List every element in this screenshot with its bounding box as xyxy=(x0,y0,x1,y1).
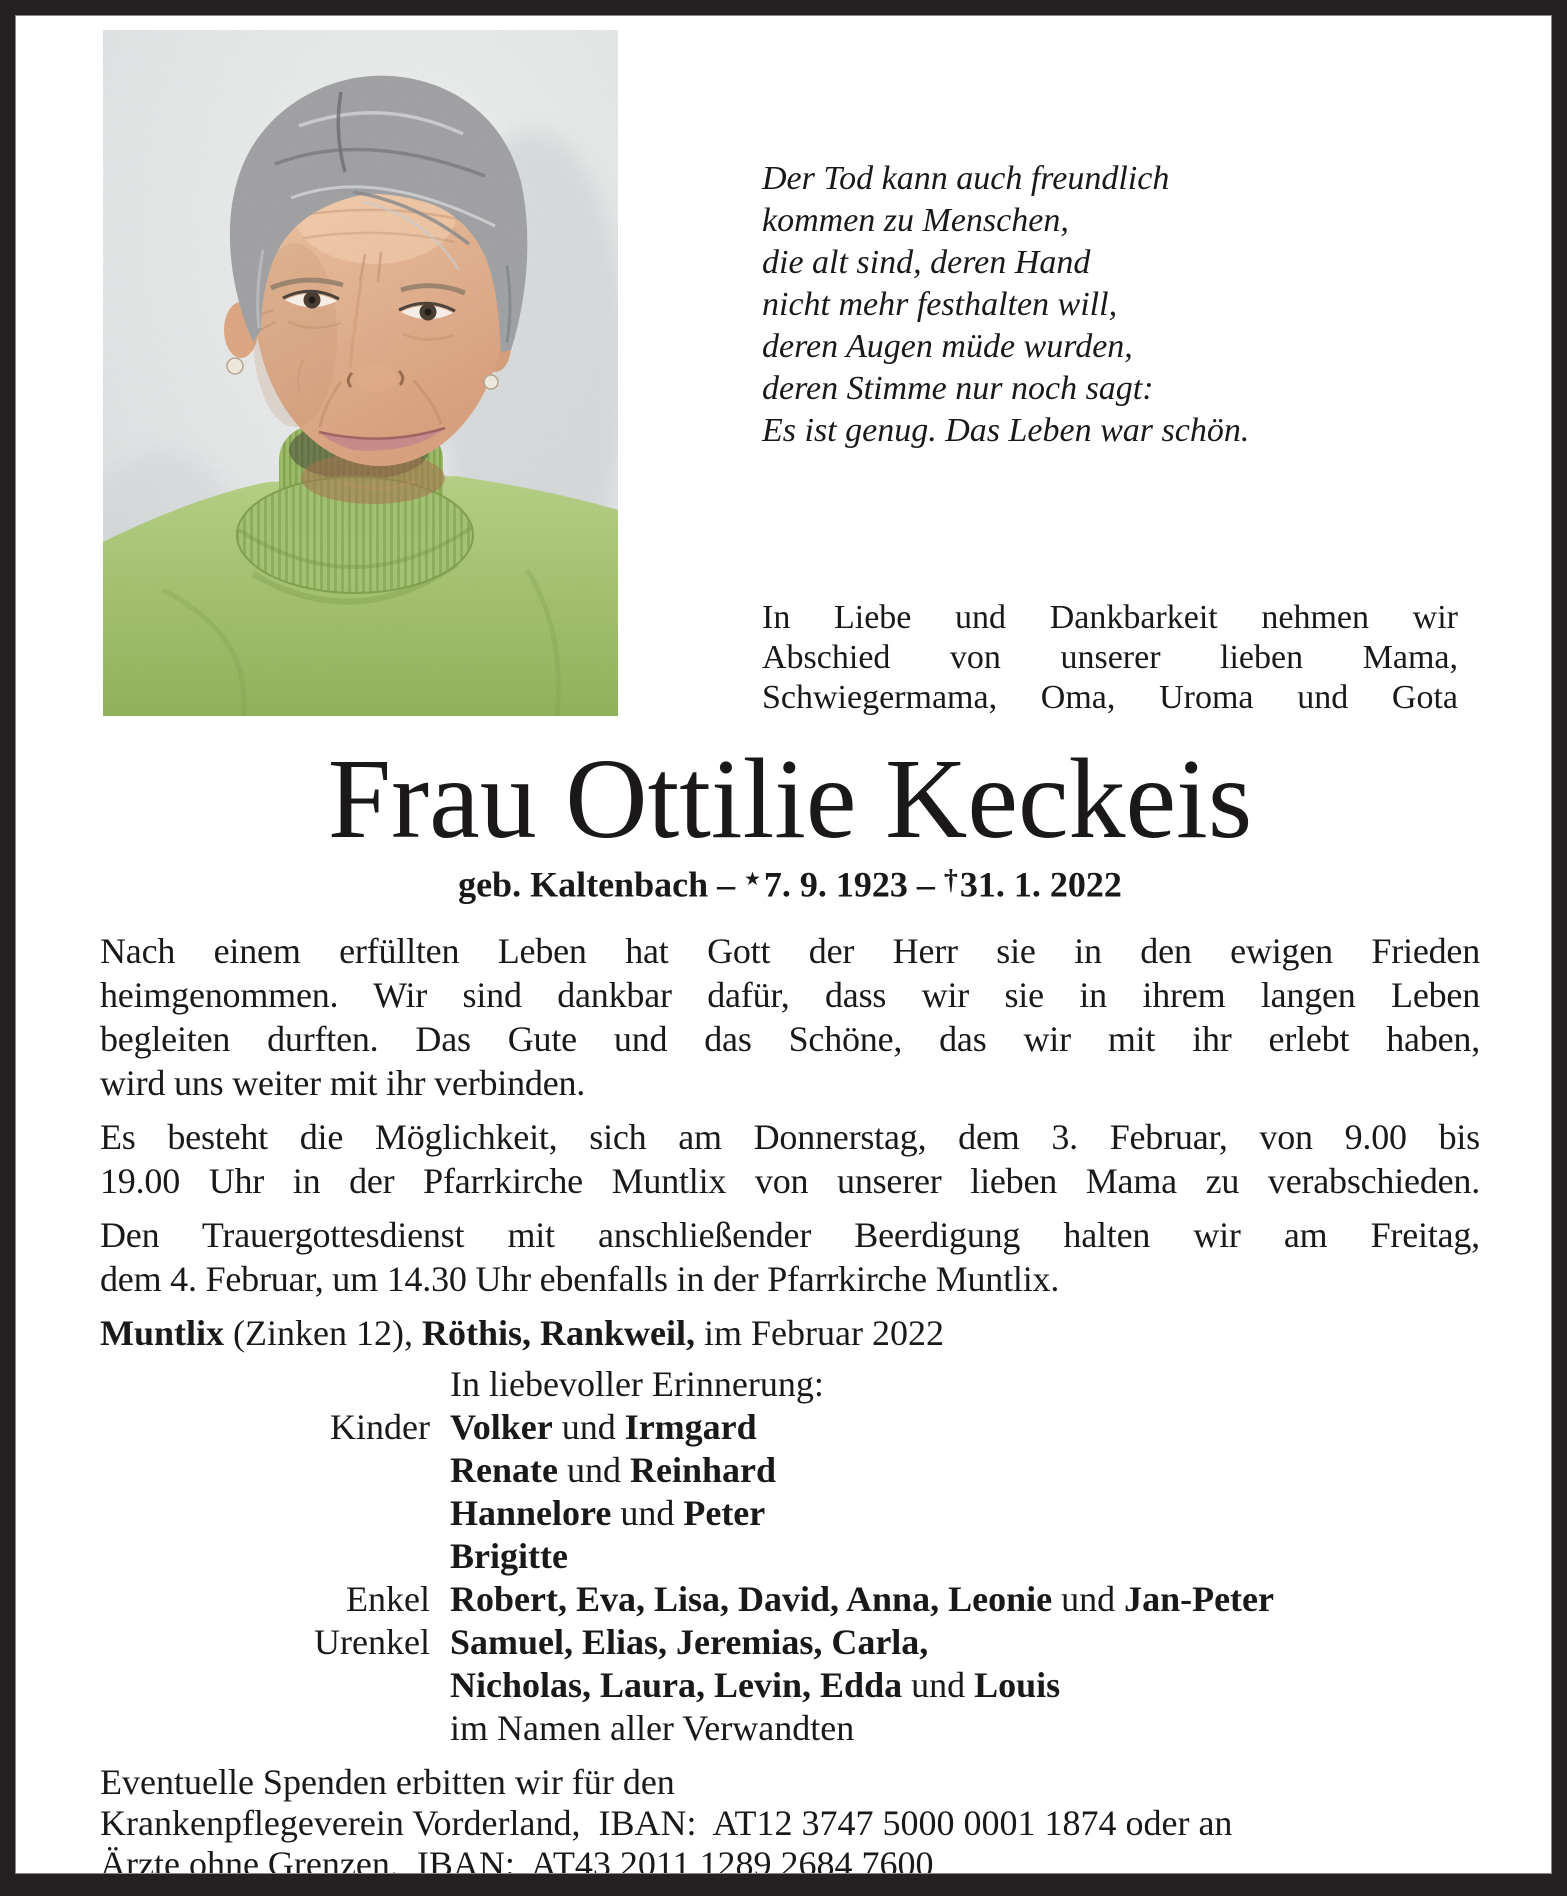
relation-label xyxy=(100,1492,430,1535)
body-line: wird uns weiter mit ihr verbinden. xyxy=(100,1062,586,1103)
family-names xyxy=(450,1363,1480,1406)
memorial-row xyxy=(100,1449,1480,1492)
poem-line: deren Augen müde wurden, xyxy=(762,328,1133,365)
place-date-segment: Muntlix xyxy=(100,1312,225,1353)
memorial-row xyxy=(100,1664,1480,1707)
memorial-row xyxy=(100,1406,1480,1449)
family-remembrance-list xyxy=(100,1363,1480,1750)
family-name-segment: und xyxy=(557,1449,630,1490)
relation-label: Urenkel xyxy=(314,1621,430,1662)
family-name-segment: Samuel, Elias, Jeremias, Carla, xyxy=(450,1621,929,1662)
donation-line: Eventuelle Spenden erbitten wir für den xyxy=(100,1761,675,1802)
place-date-segment: im Februar 2022 xyxy=(695,1312,944,1353)
poem-line: nicht mehr festhalten will, xyxy=(762,286,1118,323)
family-name-segment: und xyxy=(902,1664,975,1705)
family-name-segment: Renate xyxy=(450,1449,558,1490)
relation-label: Kinder xyxy=(330,1406,430,1447)
family-name-segment: Volker xyxy=(450,1406,553,1447)
birth-death-segment: ★ xyxy=(744,869,761,890)
birth-death-segment: 7. 9. 1923 – xyxy=(763,864,944,905)
body-line: 19.00 Uhr in der Pfarrkirche Muntlix von unserer lieben Mama zu verabschieden. xyxy=(100,1160,1480,1201)
family-name-segment: Peter xyxy=(683,1492,766,1533)
birth-death-segment: geb. Kaltenbach – xyxy=(458,864,745,905)
family-name-segment: und xyxy=(611,1492,684,1533)
family-name-segment: Louis xyxy=(974,1664,1061,1705)
family-name-segment: Jan-Peter xyxy=(1124,1578,1275,1619)
body-line: heimgenommen. Wir sind dankbar dafür, dass wir sie in ihrem langen Leben xyxy=(100,974,1480,1015)
portrait-photo xyxy=(103,30,618,716)
relation-label xyxy=(100,1707,430,1750)
poem-line: Der Tod kann auch freundlich xyxy=(762,160,1170,197)
body-line: Nach einem erfüllten Leben hat Gott der Herr sie in den ewigen Frieden xyxy=(100,930,1480,971)
memorial-row xyxy=(100,1707,1480,1750)
memorial-poem xyxy=(762,158,1472,452)
farewell-intro xyxy=(762,598,1458,718)
body-line: Den Trauergottesdienst mit anschließender Beerdigung halten wir am Freitag, xyxy=(100,1214,1480,1255)
body-paragraph xyxy=(100,1115,1480,1203)
family-names xyxy=(450,1535,1480,1578)
family-names xyxy=(450,1664,1480,1707)
birth-death-segment: 31. 1. 2022 xyxy=(959,864,1122,905)
body-paragraph xyxy=(100,1213,1480,1301)
intro-line: Abschied von unserer lieben Mama, xyxy=(762,639,1458,676)
memorial-row xyxy=(100,1578,1480,1621)
birth-death-segment: † xyxy=(943,865,958,897)
announcement-paragraphs xyxy=(100,929,1480,1301)
family-name-segment: im Namen aller Verwandten xyxy=(450,1707,855,1748)
family-name-segment: und xyxy=(1052,1578,1125,1619)
deceased-name: Frau Ottilie Keckeis xyxy=(327,735,1253,862)
relation-label xyxy=(100,1535,430,1578)
body-line: dem 4. Februar, um 14.30 Uhr ebenfalls in der Pfarrkirche Muntlix. xyxy=(100,1258,1060,1299)
family-names xyxy=(450,1492,1480,1535)
memorial-row xyxy=(100,1363,1480,1406)
family-name-segment: Brigitte xyxy=(450,1535,568,1576)
memorial-row xyxy=(100,1535,1480,1578)
family-name-segment: Irmgard xyxy=(624,1406,757,1447)
place-date-segment: (Zinken 12), xyxy=(224,1312,422,1353)
place-date-segment: Röthis, Rankweil, xyxy=(421,1312,696,1353)
place-date-line xyxy=(100,1311,1480,1355)
body-line: Es besteht die Möglichkeit, sich am Donnerstag, dem 3. Februar, von 9.00 bis xyxy=(100,1116,1480,1157)
family-name-segment: Hannelore xyxy=(450,1492,612,1533)
family-names xyxy=(450,1406,1480,1449)
relation-label xyxy=(100,1363,430,1406)
relation-label: Enkel xyxy=(346,1578,430,1619)
donation-line: Ärzte ohne Grenzen, IBAN: AT43 2011 1289 2684 7600 xyxy=(100,1843,934,1884)
intro-line: Schwiegermama, Oma, Uroma und Gota xyxy=(762,679,1458,716)
family-names xyxy=(450,1621,1480,1664)
main-text-column xyxy=(100,735,1480,1885)
photo-grain xyxy=(103,30,618,716)
poem-line: die alt sind, deren Hand xyxy=(762,244,1091,281)
intro-line: In Liebe und Dankbarkeit nehmen wir xyxy=(762,599,1458,636)
family-name-segment: und xyxy=(552,1406,625,1447)
family-name-segment: Nicholas, Laura, Levin, Edda xyxy=(450,1664,903,1705)
relation-label xyxy=(100,1449,430,1492)
poem-line: kommen zu Menschen, xyxy=(762,202,1069,239)
family-names xyxy=(450,1578,1480,1621)
body-line: begleiten durften. Das Gute und das Schöne, das wir mit ihr erlebt haben, xyxy=(100,1018,1480,1059)
portrait-illustration xyxy=(103,30,618,716)
donation-line: Krankenpflegeverein Vorderland, IBAN: AT12 3747 5000 0001 1874 oder an xyxy=(100,1802,1233,1843)
family-name-segment: Reinhard xyxy=(629,1449,776,1490)
memorial-row xyxy=(100,1492,1480,1535)
birth-death-line xyxy=(100,858,1480,907)
family-name-segment: In liebevoller Erinnerung: xyxy=(450,1363,824,1404)
poem-line: deren Stimme nur noch sagt: xyxy=(762,370,1154,407)
memorial-row xyxy=(100,1621,1480,1664)
body-paragraph xyxy=(100,929,1480,1105)
donations-note xyxy=(100,1762,1480,1885)
family-name-segment: Robert, Eva, Lisa, David, Anna, Leonie xyxy=(450,1578,1053,1619)
poem-line: Es ist genug. Das Leben war schön. xyxy=(762,412,1250,449)
relation-label xyxy=(100,1664,430,1707)
family-names xyxy=(450,1449,1480,1492)
family-names xyxy=(450,1707,1480,1750)
